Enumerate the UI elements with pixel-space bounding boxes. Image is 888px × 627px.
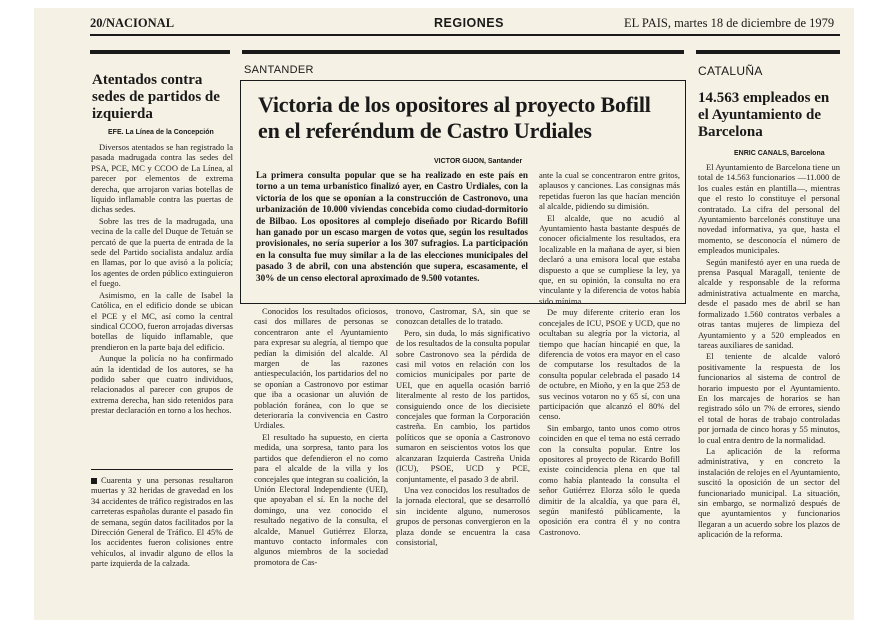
- center-paragraph: Conocidos los resultados oficiosos, casi dos millares de personas se concentraron ante el Ayuntamiento para expresar su alegría, al tiempo que pedían la dimisión del alcalde. Al margen de las razones antiespeculación, los partidarios del no se oponían a Castronovo por estimar que iba a ocasionar un aluvión de población foránea, con lo que se deterioraría la convivencia en Castro Urdiales.: [254, 306, 388, 431]
- left-article-body: [91, 142, 233, 460]
- center-headline: Victoria de los opositores al proyecto Bofill en el referéndum de Castro Urdiales: [258, 92, 651, 143]
- center-byline: VICTOR GIJON, Santander: [434, 158, 523, 165]
- left-paragraph: Diversos atentados se han registrado la pasada madrugada contra las sedes del PSA, PCE, MC y CCOO de La Línea, al parecer por elementos de extrema derecha, que arrojaron varias botellas de líquido inflamable contra las puertas de dichas sedes.: [91, 142, 233, 215]
- center-column-1: [254, 306, 388, 614]
- left-brief: [91, 475, 233, 615]
- right-article-body: [698, 162, 840, 614]
- right-paragraph: El Ayuntamiento de Barcelona tiene un total de 14.563 funcionarios —11.000 de los cuales están en plantilla—, mientras que el resto lo constituye el personal contratado. La cifra del personal del Ayuntamiento barcelonés constituye una novedad informativa, ya que, hasta el momento, se desconocía el número de empleados municipales.: [698, 162, 840, 256]
- right-paragraph: El teniente de alcalde valoró positivamente la respuesta de los funcionarios al sistema de control de horario impuesto por el Ayuntamiento. En los marcajes de horarios se han registrado sólo un 7% de errores, siendo el total de horas de trabajo controladas por jornada de cinco horas y 55 minutos, lo cual entra dentro de la normalidad.: [698, 351, 840, 445]
- page-number: 20/NACIONAL: [90, 16, 175, 30]
- right-paragraph: Según manifestó ayer en una rueda de prensa Pasqual Maragall, teniente de alcalde y responsable de la reforma administrativa actualmente en marcha, desde el pasado mes de abril se han formalizado 1.560 contratos verbales a otras tantas mujeres de limpieza del Ayuntamiento y a 520 empleados en tareas auxiliares de sanidad.: [698, 256, 840, 350]
- center-column-3: [539, 170, 680, 614]
- bullet-square-icon: [91, 478, 97, 484]
- header-rule: [90, 34, 840, 36]
- right-headline: 14.563 empleados en el Ayuntamiento de Barcelona: [698, 90, 830, 140]
- center-paragraph: El resultado ha supuesto, en cierta medida, una sorpresa, tanto para los partidos que defendieron el no como para el alcalde de la villa y los concejales que integran su coalición, la Unión Electoral Independiente (UEI), que apoyaban el sí. En la noche del domingo, una vez conocido el resultado negativo de la consulta, el alcalde, Manuel Gutiérrez Elorza, mantuvo contacto informales con algunos miembros de la sociedad promotora de Cas-: [254, 431, 388, 567]
- left-byline: EFE. La Línea de la Concepción: [108, 129, 214, 136]
- right-section-bar: [696, 50, 840, 54]
- right-section-label: CATALUÑA: [698, 64, 763, 78]
- right-paragraph: La aplicación de la reforma administrativa, y en concreto la instalación de relojes en el Ayuntamiento, suscitó la oposición de un sector del funcionariado municipal. La situación, sin embargo, se normalizó después de que ayuntamientos y funcionarios llegaran a un acuerdo sobre los plazos de aplicación de la reforma.: [698, 445, 840, 540]
- newspaper-page: [34, 8, 854, 620]
- left-paragraph: Sobre las tres de la madrugada, una vecina de la calle del Duque de Tetuán se percató de que la puerta de entrada de la sede del Partido socialista andaluz ardía en llamas, por lo que avisó a la policía; los agentes de orden público extinguieron el fuego.: [91, 215, 233, 289]
- center-paragraph: tronovo, Castromar, SA, sin que se conozcan detalles de lo tratado.: [396, 306, 530, 327]
- center-paragraph: De muy diferente criterio eran los concejales de ICU, PSOE y UCD, que no ocultaban su alegría por la victoria, al tiempo que hacían hincapié en que, la diferencia de votos era mayor en el caso de computarse los resultados de la consulta popular celebrada el pasado 14 de octubre, en Mioño, y en la que 253 de sus vecinos votaron no y 65 sí, con una participación que alcanzó el 80% del censo.: [539, 307, 680, 422]
- left-section-bar: [90, 50, 230, 54]
- center-section-bar: [242, 50, 684, 54]
- date-line: EL PAIS, martes 18 de diciembre de 1979: [624, 16, 835, 30]
- left-paragraph: Asimismo, en la calle de Isabel la Católica, en el edificio donde se ubican el PCE y el MC, así como la central sindical CCOO, fueron arrojadas diversas botellas de líquido inflamable, que prendieron en la parte baja del edificio.: [91, 289, 233, 352]
- left-divider: [91, 469, 233, 470]
- center-paragraph: ante la cual se concentraron entre gritos, aplausos y canciones. Las consignas más repetidas fueron las que hacían mención al alcalde, pidiendo su dimisión.: [539, 170, 680, 212]
- center-paragraph: Pero, sin duda, lo más significativo de los resultados de la consulta popular sobre Castronovo sea la pérdida de casi mil votos en relación con los comicios municipales por parte de UEI, que en aquella ocasión barrió literalmente al resto de los partidos, consiguiendo once de los diecisiete concejales que forman la Corporación castreña. En cambio, los partidos políticos que se oponía a Castronovo sumaron en seiscientos votos los que alcanzaran Izquierda Castreña Unida (ICU), PSOE, UCD y PCE, conjuntamente, el pasado 3 de abril.: [396, 327, 530, 484]
- left-headline: Atentados contra sedes de partidos de izquierda: [92, 72, 220, 122]
- center-lead-paragraph: La primera consulta popular que se ha realizado en este país en torno a un tema urbanístico finalizó ayer, en Castro Urdiales, con la victoria de los que se oponían a la construcción de Castronovo, una urbanización de 10.000 viviendas concebida como ciudad-dormitorio de Bilbao. Los opositores al complejo diseñado por Ricardo Bofill han ganado por un escaso margen de votos que, según los resultados provisionales, no sería superior a los 307 sufragios. La participación en la consulta fue muy similar a la de las elecciones municipales del pasado 3 de abril, con una abstención que supera, escasamente, el 30% de un censo electoral aproximado de 9.500 votantes.: [256, 170, 528, 283]
- left-paragraph: Aunque la policía no ha confirmado aún la identidad de los autores, se ha podido saber que cuatro individuos, relacionados al parecer con grupos de extrema derecha, han sido retenidos para prestar declaración en torno a los hechos.: [91, 353, 233, 416]
- center-section-label: SANTANDER: [244, 64, 314, 76]
- section-header: REGIONES: [434, 16, 504, 30]
- brief-text: Cuarenta y una personas resultaron muertas y 32 heridas de gravedad en los 34 accidentes de tráfico registrados en las carreteras españolas durante el pasado fin de semana, según datos facilitados por la Dirección General de Tráfico. El 45% de los accidentes fueron colisiones entre vehículos, al invadir alguno de ellos la parte izquierda de la calzada.: [91, 475, 233, 569]
- center-paragraph: Sin embargo, tanto unos como otros coinciden en que el tema no está cerrado con la consulta popular. Entre los opositores al proyecto de Ricardo Bofill existe coincidencia plena en que tal como había planteado la consulta el señor Gutiérrez Elorza sólo le queda dimitir de la alcaldía, ya que para él, según manifestó públicamente, la oposición era contra él y no contra Castronovo.: [539, 422, 680, 537]
- center-paragraph: Una vez conocidos los resultados de la jornada electoral, que se desarrolló sin incidente alguno, numerosos grupos de personas convergieron en la plaza donde se encuentra la casa consistorial,: [396, 484, 530, 547]
- center-paragraph: El alcalde, que no acudió al Ayuntamiento hasta bastante después de conocer oficialmente los resultados, era localizable en la mañana de ayer, si bien declaró a una emisora local que estaba dispuesto a que se cumpliese la ley, ya que, en su opinión, la consulta no era vinculante y la diferencia de votos había sido mínima.: [539, 212, 680, 306]
- center-column-2: [396, 306, 530, 614]
- right-byline: ENRIC CANALS, Barcelona: [734, 150, 825, 157]
